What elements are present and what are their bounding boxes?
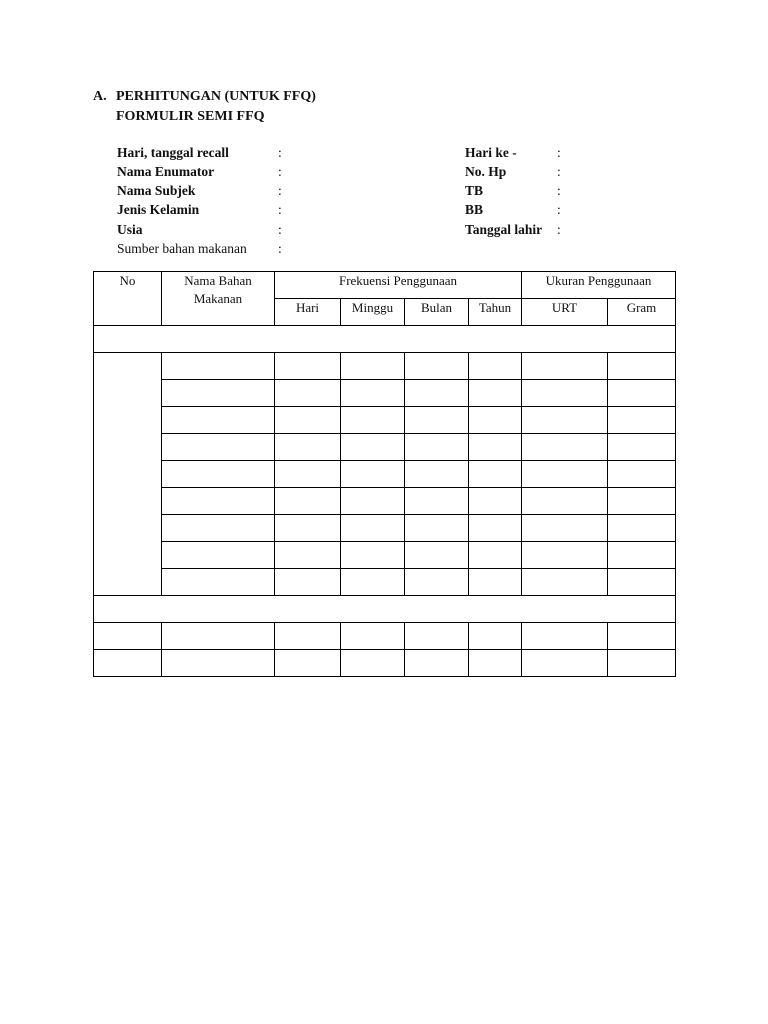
table-cell[interactable] bbox=[608, 569, 676, 596]
table-cell[interactable] bbox=[405, 353, 469, 380]
field-label-height: TB bbox=[465, 183, 484, 198]
field-label-phone: No. Hp bbox=[465, 164, 507, 179]
table-cell[interactable] bbox=[275, 542, 341, 569]
header-portion-size: Ukuran Penggunaan bbox=[522, 272, 676, 299]
table-cell[interactable] bbox=[469, 542, 522, 569]
table-cell[interactable] bbox=[469, 461, 522, 488]
table-cell[interactable] bbox=[341, 515, 405, 542]
table-cell[interactable] bbox=[522, 353, 608, 380]
table-cell[interactable] bbox=[275, 434, 341, 461]
subheader-month: Bulan bbox=[405, 299, 469, 326]
field-colon: : bbox=[278, 222, 282, 237]
table-row bbox=[94, 461, 676, 488]
table-cell[interactable] bbox=[341, 623, 405, 650]
table-cell[interactable] bbox=[608, 461, 676, 488]
table-cell[interactable] bbox=[469, 650, 522, 677]
food-group-row bbox=[94, 596, 676, 623]
table-cell[interactable] bbox=[405, 542, 469, 569]
table-cell[interactable] bbox=[405, 650, 469, 677]
table-cell[interactable] bbox=[275, 623, 341, 650]
table-cell[interactable] bbox=[162, 542, 275, 569]
table-cell[interactable] bbox=[522, 434, 608, 461]
table-header-row bbox=[94, 272, 676, 299]
section-title: PERHITUNGAN (UNTUK FFQ) bbox=[116, 89, 316, 104]
table-cell[interactable] bbox=[608, 515, 676, 542]
table-cell[interactable] bbox=[162, 353, 275, 380]
section-letter: A. bbox=[93, 89, 107, 104]
table-cell[interactable] bbox=[522, 542, 608, 569]
field-label-enumerator: Nama Enumator bbox=[117, 164, 215, 179]
table-cell[interactable] bbox=[341, 488, 405, 515]
field-row bbox=[117, 183, 717, 202]
table-row bbox=[94, 515, 676, 542]
field-colon: : bbox=[278, 164, 282, 179]
table-cell[interactable] bbox=[405, 434, 469, 461]
table-cell[interactable] bbox=[522, 650, 608, 677]
field-row bbox=[117, 202, 717, 221]
field-colon: : bbox=[278, 145, 282, 160]
table-cell[interactable] bbox=[341, 650, 405, 677]
header-no: No bbox=[94, 272, 162, 326]
table-cell[interactable] bbox=[608, 650, 676, 677]
field-row bbox=[117, 164, 717, 183]
field-colon: : bbox=[557, 183, 561, 198]
table-cell[interactable] bbox=[608, 380, 676, 407]
table-row bbox=[94, 434, 676, 461]
table-cell[interactable] bbox=[405, 569, 469, 596]
table-cell[interactable] bbox=[469, 407, 522, 434]
no-merged-cell[interactable] bbox=[94, 353, 162, 596]
table-cell[interactable] bbox=[341, 461, 405, 488]
table-cell[interactable] bbox=[275, 488, 341, 515]
food-group-cell[interactable] bbox=[94, 596, 676, 623]
table-cell[interactable] bbox=[341, 353, 405, 380]
table-cell[interactable] bbox=[341, 380, 405, 407]
field-colon: : bbox=[557, 222, 561, 237]
table-cell[interactable] bbox=[608, 542, 676, 569]
field-row bbox=[117, 145, 717, 164]
field-label-day-number: Hari ke - bbox=[465, 145, 517, 160]
table-cell[interactable] bbox=[469, 515, 522, 542]
table-cell[interactable] bbox=[608, 407, 676, 434]
table-cell[interactable] bbox=[341, 434, 405, 461]
table-row bbox=[94, 650, 676, 677]
identity-fields bbox=[117, 145, 717, 265]
field-label-recall-date: Hari, tanggal recall bbox=[117, 145, 229, 160]
table-cell[interactable] bbox=[162, 461, 275, 488]
table-cell[interactable] bbox=[162, 434, 275, 461]
field-label-weight: BB bbox=[465, 202, 484, 217]
table-row bbox=[94, 353, 676, 380]
field-label-subject-name: Nama Subjek bbox=[117, 183, 196, 198]
table-cell[interactable] bbox=[469, 569, 522, 596]
subheader-day: Hari bbox=[275, 299, 341, 326]
field-row bbox=[117, 241, 717, 260]
subheader-urt: URT bbox=[522, 299, 608, 326]
table-cell[interactable] bbox=[469, 380, 522, 407]
table-row bbox=[94, 488, 676, 515]
table-cell[interactable] bbox=[162, 407, 275, 434]
table-cell[interactable] bbox=[608, 434, 676, 461]
field-label-birth-date: Tanggal lahir bbox=[465, 222, 543, 237]
table-row bbox=[94, 569, 676, 596]
table-cell[interactable] bbox=[275, 407, 341, 434]
table-cell[interactable] bbox=[469, 353, 522, 380]
field-row bbox=[117, 222, 717, 241]
table-cell[interactable] bbox=[522, 569, 608, 596]
food-group-cell[interactable] bbox=[94, 326, 676, 353]
field-colon: : bbox=[557, 145, 561, 160]
table-cell[interactable] bbox=[405, 407, 469, 434]
table-cell[interactable] bbox=[522, 380, 608, 407]
table-cell[interactable] bbox=[469, 488, 522, 515]
table-cell[interactable] bbox=[275, 650, 341, 677]
table-row bbox=[94, 623, 676, 650]
field-colon: : bbox=[278, 202, 282, 217]
table-cell[interactable] bbox=[275, 515, 341, 542]
header-food-name: Nama Bahan Makanan bbox=[162, 272, 275, 326]
table-cell[interactable] bbox=[469, 623, 522, 650]
table-cell[interactable] bbox=[162, 515, 275, 542]
table-cell[interactable] bbox=[162, 569, 275, 596]
table-cell[interactable] bbox=[522, 515, 608, 542]
table-cell[interactable] bbox=[341, 407, 405, 434]
field-colon: : bbox=[557, 164, 561, 179]
table-cell[interactable] bbox=[522, 461, 608, 488]
header-frequency: Frekuensi Penggunaan bbox=[275, 272, 522, 299]
table-cell[interactable] bbox=[405, 461, 469, 488]
table-cell[interactable] bbox=[275, 353, 341, 380]
table-cell[interactable] bbox=[405, 515, 469, 542]
table-cell[interactable] bbox=[608, 488, 676, 515]
table-row bbox=[94, 380, 676, 407]
table-cell[interactable] bbox=[341, 569, 405, 596]
table-cell[interactable] bbox=[405, 488, 469, 515]
table-cell[interactable] bbox=[341, 542, 405, 569]
table-cell[interactable] bbox=[608, 353, 676, 380]
ffq-table bbox=[93, 271, 676, 677]
table-cell[interactable] bbox=[275, 461, 341, 488]
table-cell[interactable] bbox=[275, 380, 341, 407]
subheader-gram: Gram bbox=[608, 299, 676, 326]
field-colon: : bbox=[557, 202, 561, 217]
table-cell[interactable] bbox=[522, 623, 608, 650]
table-row bbox=[94, 407, 676, 434]
field-label-gender: Jenis Kelamin bbox=[117, 202, 200, 217]
food-group-row bbox=[94, 326, 676, 353]
table-cell[interactable] bbox=[405, 623, 469, 650]
form-subtitle: FORMULIR SEMI FFQ bbox=[116, 109, 265, 124]
table-cell[interactable] bbox=[275, 569, 341, 596]
table-cell[interactable] bbox=[405, 380, 469, 407]
field-label-food-source: Sumber bahan makanan bbox=[117, 241, 247, 256]
field-colon: : bbox=[278, 183, 282, 198]
table-cell[interactable] bbox=[162, 488, 275, 515]
table-cell[interactable] bbox=[94, 650, 162, 677]
field-colon: : bbox=[278, 241, 282, 256]
field-label-age: Usia bbox=[117, 222, 143, 237]
table-cell[interactable] bbox=[522, 488, 608, 515]
table-cell[interactable] bbox=[94, 623, 162, 650]
table-cell[interactable] bbox=[469, 434, 522, 461]
table-cell[interactable] bbox=[162, 650, 275, 677]
table-cell[interactable] bbox=[162, 623, 275, 650]
table-row bbox=[94, 542, 676, 569]
table-cell[interactable] bbox=[608, 623, 676, 650]
subheader-week: Minggu bbox=[341, 299, 405, 326]
subheader-year: Tahun bbox=[469, 299, 522, 326]
table-cell[interactable] bbox=[522, 407, 608, 434]
table-cell[interactable] bbox=[162, 380, 275, 407]
